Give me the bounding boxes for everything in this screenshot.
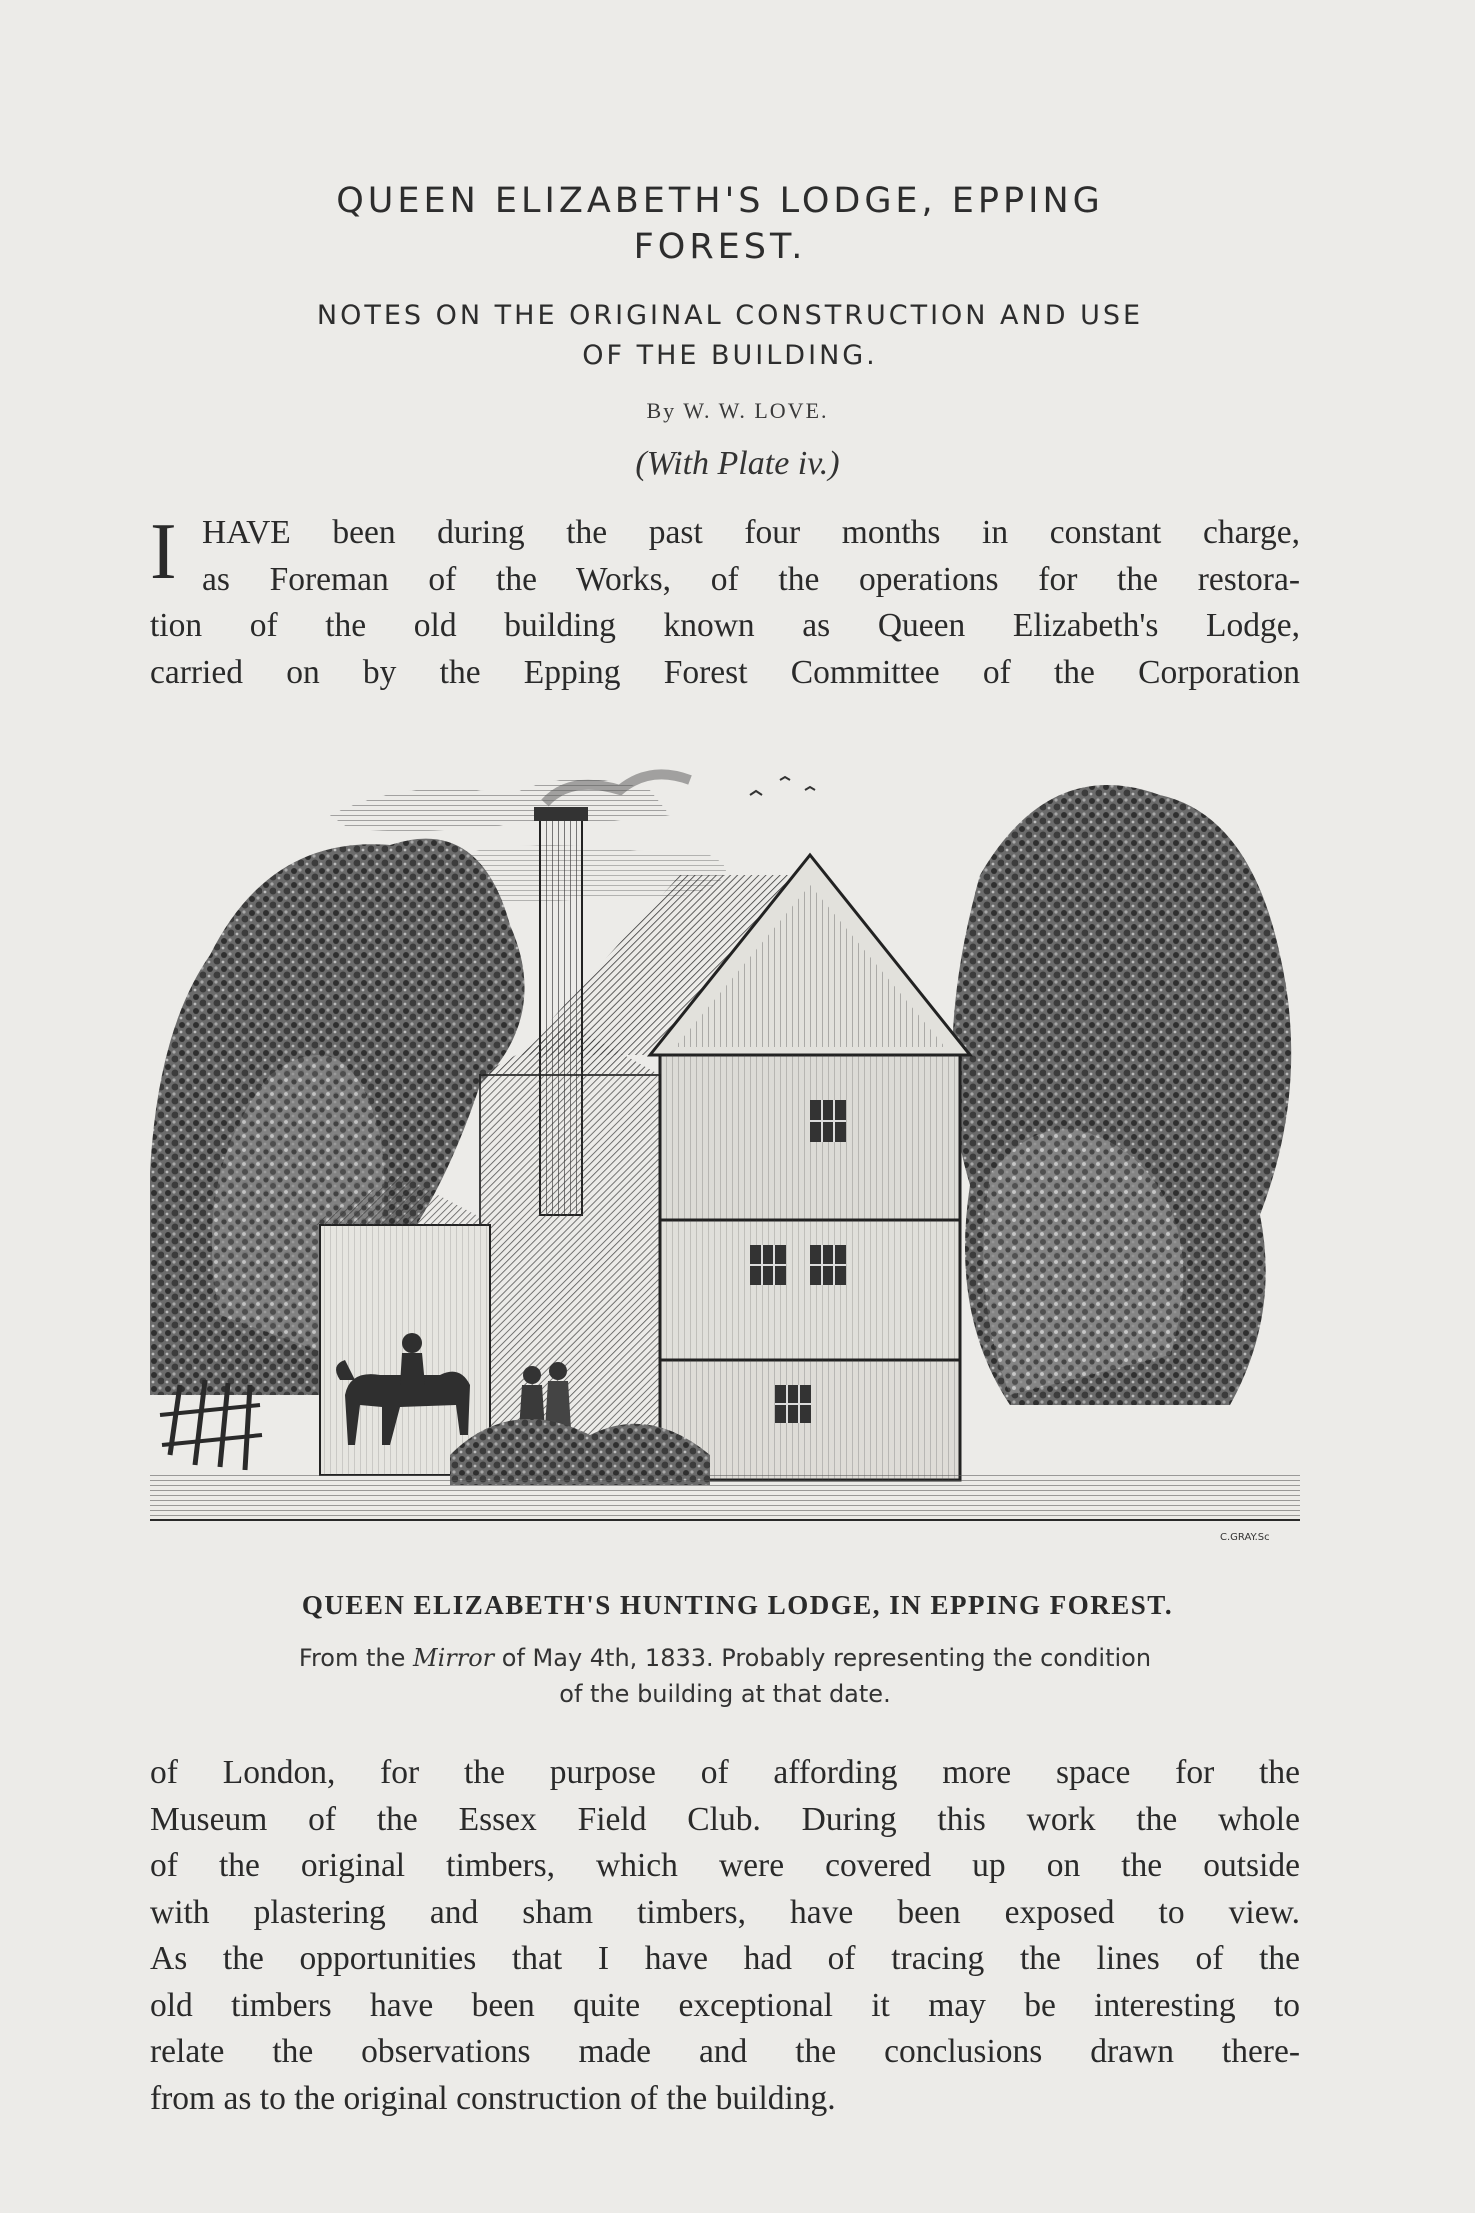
text-line: of the original timbers, which were covered up on the outside bbox=[150, 1847, 1300, 1884]
text-line: Museum of the Essex Field Club. During this work the whole bbox=[150, 1800, 1300, 1838]
article-title-line-1: QUEEN ELIZABETH'S LODGE, EPPING bbox=[336, 181, 1104, 221]
text-line: As the opportunities that I have had of tracing the lines of the bbox=[150, 1940, 1300, 1977]
caption-pre: From the bbox=[298, 1644, 414, 1672]
figure-caption-line-2: of the building at that date. bbox=[559, 1680, 891, 1708]
hunting-lodge-engraving bbox=[150, 755, 1300, 1555]
text-line: old timbers have been quite exceptional it may be interesting to bbox=[150, 1986, 1300, 2024]
text-line: carried on by the Epping Forest Committee of the Corporation bbox=[150, 653, 1300, 691]
article-subtitle bbox=[150, 296, 1310, 376]
drop-cap: I bbox=[150, 508, 177, 596]
body-text-continued bbox=[150, 1750, 1300, 2122]
text-line: from as to the original construction of the building. bbox=[150, 2079, 836, 2117]
article-subtitle-line-2: OF THE BUILDING. bbox=[582, 340, 878, 371]
article-subtitle-line-1: NOTES ON THE ORIGINAL CONSTRUCTION AND USE bbox=[316, 300, 1144, 331]
engraver-mark: C.GRAY.Sc bbox=[1220, 1532, 1270, 1543]
author-byline: By W. W. LOVE. bbox=[646, 398, 829, 423]
figure-caption-line-1 bbox=[160, 1640, 1290, 1676]
text-line: of London, for the purpose of affording more space for the bbox=[150, 1754, 1300, 1791]
figure-caption bbox=[160, 1640, 1290, 1712]
body-text-opening bbox=[150, 510, 1300, 696]
article-title bbox=[150, 178, 1290, 270]
text-line: tion of the old building known as Queen Elizabeth's Lodge, bbox=[150, 607, 1300, 644]
plate-note: (With Plate iv.) bbox=[635, 445, 840, 482]
caption-post: of May 4th, 1833. Probably representing the condition bbox=[494, 1644, 1152, 1672]
figure-caption-title: QUEEN ELIZABETH'S HUNTING LODGE, IN EPPING FOREST. bbox=[301, 1590, 1174, 1620]
text-line: as Foreman of the Works, of the operations for the restora- bbox=[202, 560, 1300, 598]
text-line: with plastering and sham timbers, have been exposed to view. bbox=[150, 1893, 1300, 1931]
text-line: relate the observations made and the conclusions drawn there- bbox=[150, 2033, 1300, 2070]
article-title-line-2: FOREST. bbox=[633, 227, 807, 267]
text-line: HAVE been during the past four months in constant charge, bbox=[202, 514, 1300, 551]
caption-source: Mirror bbox=[413, 1644, 495, 1672]
